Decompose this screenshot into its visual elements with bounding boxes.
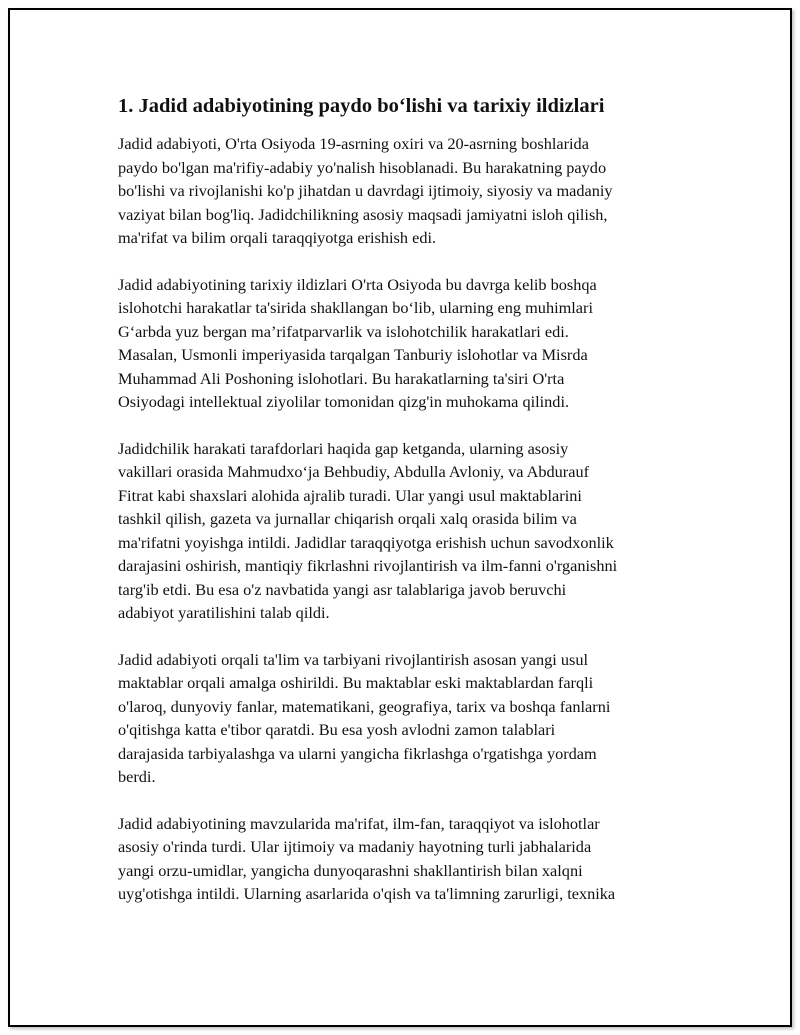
document-body <box>118 92 688 929</box>
text-line: berdi. <box>118 767 156 786</box>
text-line: vaziyat bilan bog'liq. Jadidchilikning asosiy maqsadi jamiyatni isloh qilish, <box>118 204 608 224</box>
text-line: G‘arbda yuz bergan ma’rifatparvarlik va islohotchilik harakatlari edi. <box>118 321 569 341</box>
text-line: Jadid adabiyotining mavzularida ma'rifat, ilm-fan, taraqqiyot va islohotlar <box>118 813 600 833</box>
paragraph-5 <box>118 812 688 906</box>
text-line: targ'ib etdi. Bu esa o'z navbatida yangi asr talablariga javob beruvchi <box>118 579 567 599</box>
text-line: maktablar orqali amalga oshirildi. Bu maktablar eski maktablardan farqli <box>118 673 594 692</box>
paragraph-1 <box>118 132 688 250</box>
text-line: Jadid adabiyoti, O'rta Osiyoda 19-asrning oxiri va 20-asrning boshlarida <box>118 134 589 153</box>
text-line: Jadidchilik harakati tarafdorlari haqida gap ketganda, ularning asosiy <box>118 438 569 458</box>
paragraph-3 <box>118 437 688 625</box>
text-line: o'laroq, dunyoviy fanlar, matematikani, geografiya, tarix va boshqa fanlarni <box>118 696 611 716</box>
text-line: darajasida tarbiyalashga va ularni yangicha fikrlashga o'rgatishga yordam <box>118 743 597 763</box>
text-line: ma'rifat va bilim orqali taraqqiyotga erishish edi. <box>118 228 437 247</box>
text-line: darajasini oshirish, mantiqiy fikrlashni rivojlantirish va ilm-fanni o'rganishni <box>118 556 618 575</box>
text-line: asosiy o'rinda turdi. Ular ijtimoiy va madaniy hayotning turli jabhalarida <box>118 837 592 856</box>
text-line: adabiyot yaratilishini talab qildi. <box>118 603 330 622</box>
text-line: tashkil qilish, gazeta va jurnallar chiqarish orqali xalq orasida bilim va <box>118 509 577 528</box>
text-line: vakillari orasida Mahmudxo‘ja Behbudiy, Abdulla Avloniy, va Abdurauf <box>118 462 590 481</box>
text-line: Fitrat kabi shaxslari alohida ajralib turadi. Ular yangi usul maktablarini <box>118 485 582 505</box>
section-heading: 1. Jadid adabiyotining paydo bo‘lishi va tarixiy ildizlari <box>118 95 605 117</box>
text-line: Jadid adabiyotining tarixiy ildizlari O'rta Osiyoda bu davrga kelib boshqa <box>118 274 597 294</box>
text-line: Osiyodagi intellektual ziyolilar tomonidan qizg'in muhokama qilindi. <box>118 392 570 411</box>
text-line: islohotchi harakatlar ta'sirida shakllangan bo‘lib, ularning eng muhimlari <box>118 298 593 317</box>
text-line: uyg'otishga intildi. Ularning asarlarida o'qish va ta'limning zarurligi, texnika <box>118 884 616 903</box>
paragraph-4 <box>118 648 688 789</box>
text-line: ma'rifatni yoyishga intildi. Jadidlar taraqqiyotga erishish uchun savodxonlik <box>118 532 614 552</box>
paragraph-2 <box>118 273 688 414</box>
text-line: paydo bo'lgan ma'rifiy-adabiy yo'nalish hisoblanadi. Bu harakatning paydo <box>118 157 607 177</box>
text-line: o'qitishga katta e'tibor qaratdi. Bu esa yosh avlodni zamon talablari <box>118 720 556 739</box>
text-line: bo'lishi va rivojlanishi ko'p jihatdan u davrdagi ijtimoiy, siyosiy va madaniy <box>118 181 613 200</box>
text-line: Jadid adabiyoti orqali ta'lim va tarbiyani rivojlantirish asosan yangi usul <box>118 649 589 669</box>
text-line: Masalan, Usmonli imperiyasida tarqalgan Tanburiy islohotlar va Misrda <box>118 345 588 364</box>
text-line: yangi orzu-umidlar, yangicha dunyoqarashni shakllantirish bilan xalqni <box>118 860 583 880</box>
text-line: Muhammad Ali Poshoning islohotlari. Bu harakatlarning ta'siri O'rta <box>118 368 565 388</box>
